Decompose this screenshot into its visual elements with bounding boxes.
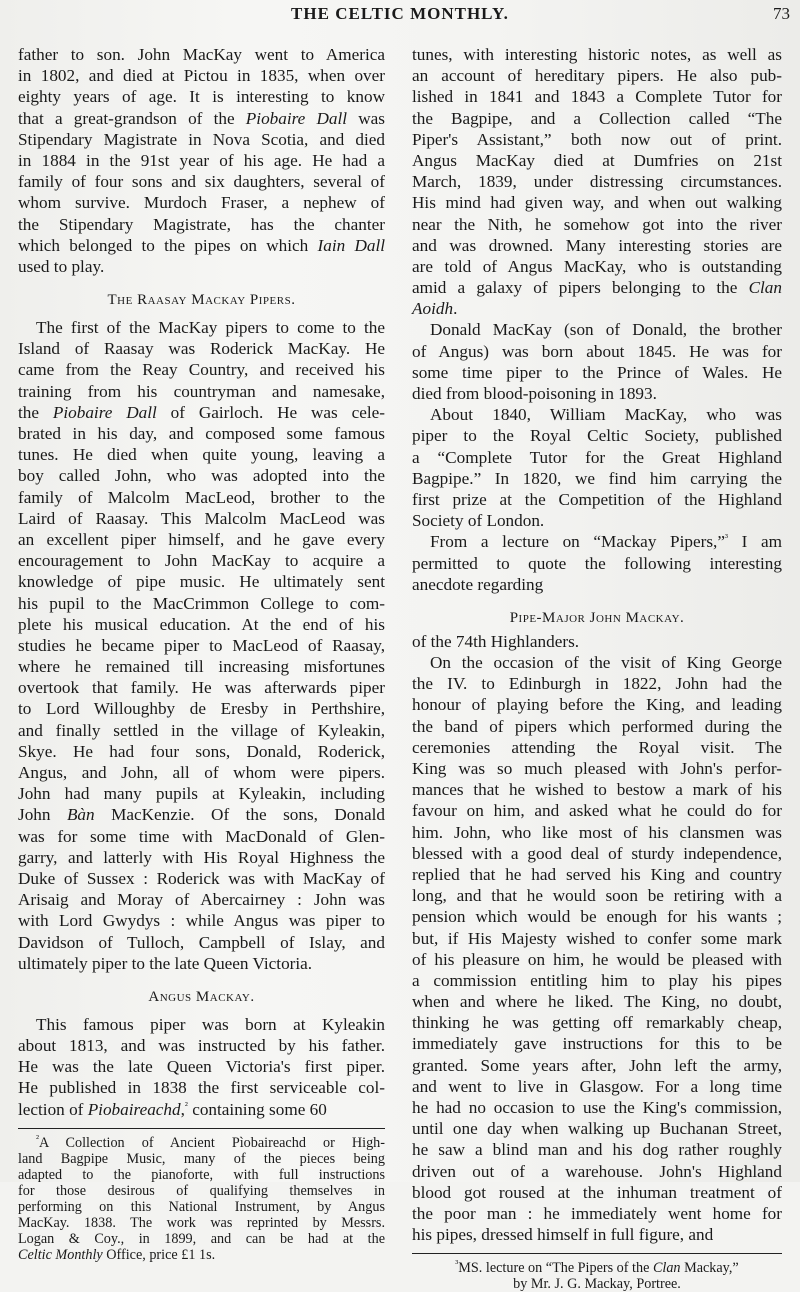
publication-title: THE CELTIC MONTHLY. bbox=[291, 4, 509, 23]
paragraph-lecture-intro bbox=[412, 531, 782, 595]
paragraph-donald-mackay bbox=[412, 319, 782, 404]
text-line: and went to live in Glasgow. For a long time bbox=[412, 1076, 782, 1096]
text-line: his pupil to the MacCrimmon College to com- bbox=[18, 593, 385, 613]
text-line: Duke of Sussex : Roderick was with MacKay of bbox=[18, 868, 385, 888]
section-heading-angus-mackay: Angus Mackay. bbox=[148, 988, 255, 1005]
paragraph-king-george-visit bbox=[412, 652, 782, 1245]
paragraph-angus-mackay-continued bbox=[412, 44, 782, 319]
text-line: $^{^3}$MS. lecture on “The Pipers of the Clan Mackay,” bbox=[455, 1258, 739, 1277]
text-line: long, and that he would soon be retiring with a bbox=[412, 886, 782, 906]
text-line: John Bàn MacKenzie. Of the sons, Donald bbox=[18, 805, 385, 825]
text-line: thinking he was getting off remarkably cheap, bbox=[412, 1013, 782, 1033]
text-line: Island of Raasay was Roderick MacKay. He bbox=[18, 339, 385, 359]
text-line: Aoidh. bbox=[412, 299, 458, 319]
text-line: family of four sons and six daughters, several of bbox=[18, 172, 385, 192]
text-line: He was the late Queen Victoria's first piper. bbox=[18, 1057, 385, 1077]
text-line: a commission entitling him to play his pipes bbox=[412, 970, 782, 990]
text-line: On the occasion of the visit of King George bbox=[430, 653, 782, 673]
text-line: performing on this National Instrument, by Angus bbox=[18, 1198, 385, 1215]
text-line: ultimately piper to the late Queen Victoria. bbox=[18, 953, 313, 973]
text-line: driven out of a warehouse. John's Highland bbox=[412, 1161, 782, 1181]
paragraph-continuation bbox=[18, 44, 385, 277]
text-line: From a lecture on “Mackay Pipers,”$^{^3}$ I am bbox=[430, 532, 782, 552]
text-line: March, 1839, under distressing circumstances. bbox=[412, 172, 782, 192]
text-line: and finally settled in the village of Kyleakin, bbox=[18, 720, 385, 740]
text-line: was for some time with MacDonald of Glen- bbox=[18, 826, 385, 846]
footnote-divider bbox=[18, 1128, 385, 1129]
section-heading-pipe-major-john-mackay: Pipe-Major John Mackay. bbox=[509, 609, 685, 626]
text-line: Arisaig and Moray of Abercairney : John was bbox=[18, 890, 385, 910]
text-line: the band of pipers which performed during the bbox=[412, 716, 782, 736]
text-line: garry, and latterly with His Royal Highness the bbox=[18, 847, 385, 867]
text-line: Logan & Coy., in 1899, and can be had at the bbox=[18, 1230, 385, 1247]
text-line: first prize at the Competition of the Highland bbox=[412, 489, 782, 509]
text-line: of his pleasure on him, he would be pleased with bbox=[412, 949, 782, 969]
text-line: Davidson of Tulloch, Campbell of Islay, and bbox=[18, 932, 385, 952]
text-line: where he remained till increasing misfortunes bbox=[18, 657, 385, 677]
left-column bbox=[18, 44, 385, 1263]
text-line: lished in 1841 and 1843 a Complete Tutor for bbox=[412, 87, 782, 107]
right-column bbox=[412, 44, 782, 1292]
text-line: Bagpipe.” In 1820, we find him carrying the bbox=[412, 468, 782, 488]
text-line: until one day when walking up Buchanan Street, bbox=[412, 1119, 782, 1139]
text-line: blessed with a good deal of sturdy independence, bbox=[412, 843, 782, 863]
text-line: his pipes, dressed himself in full figure, and bbox=[412, 1225, 714, 1245]
text-line: Piper's Assistant,” both now out of print. bbox=[412, 129, 782, 149]
text-line: Angus, and John, all of whom were pipers. bbox=[18, 763, 385, 782]
text-line: King was so much pleased with John's perfor- bbox=[412, 759, 782, 778]
text-line: overtook that family. He was afterwards piper bbox=[18, 678, 385, 698]
text-line: training from his countryman and namesake, bbox=[18, 381, 385, 401]
text-line: granted. Some years after, John left the army, bbox=[412, 1055, 782, 1075]
text-line: some time piper to the Prince of Wales. He bbox=[412, 362, 782, 382]
text-line: with Lord Gwydys : while Angus was piper to bbox=[18, 911, 385, 931]
text-line: Society of London. bbox=[412, 511, 545, 531]
text-line: tunes, with interesting historic notes, as well as bbox=[412, 45, 782, 64]
text-line: encouragement to John MacKay to acquire a bbox=[18, 551, 385, 571]
text-line: replied that he had served his King and country bbox=[412, 864, 782, 884]
running-header bbox=[0, 4, 800, 26]
text-line: honour of playing before the King, and leading bbox=[412, 695, 782, 715]
text-line: immediately gave instructions for this to be bbox=[412, 1034, 782, 1054]
text-line: family of Malcolm MacLeod, brother to the bbox=[18, 487, 385, 507]
text-line: eighty years of age. It is interesting to know bbox=[18, 87, 385, 107]
text-line: an excellent piper himself, and he gave every bbox=[18, 529, 385, 549]
text-line: land Bagpipe Music, many of the pieces being bbox=[18, 1150, 385, 1167]
text-line: of Angus) was born about 1845. He was for bbox=[412, 341, 782, 361]
text-line: the Piobaire Dall of Gairloch. He was cele- bbox=[18, 402, 385, 422]
text-line: in 1802, and died at Pictou in 1835, when over bbox=[18, 66, 385, 86]
text-line: boy called John, who was adopted into the bbox=[18, 466, 385, 486]
section-heading-raasay-mackay-pipers: The Raasay Mackay Pipers. bbox=[107, 292, 296, 309]
text-line: Skye. He had four sons, Donald, Roderick, bbox=[18, 741, 385, 761]
text-line: lection of Piobaireachd,$^{^2}$ containing some 60 bbox=[18, 1099, 327, 1119]
text-line: Celtic Monthly Office, price £1 1s. bbox=[18, 1246, 216, 1263]
text-line: about 1813, and was instructed by his father. bbox=[18, 1036, 385, 1056]
text-line: permitted to quote the following interesting bbox=[412, 553, 782, 573]
text-line: John had many pupils at Kyleakin, including bbox=[18, 784, 385, 804]
page-number: 73 bbox=[773, 4, 790, 23]
paragraph-william-mackay bbox=[412, 404, 782, 531]
text-line: the poor man : he immediately went home for bbox=[412, 1203, 782, 1223]
text-line: mances that he wished to bestow a mark of his bbox=[412, 780, 782, 800]
text-line: studies he became piper to MacLeod of Raasay, bbox=[18, 635, 385, 655]
text-line: This famous piper was born at Kyleakin bbox=[36, 1014, 385, 1034]
text-line: Donald MacKay (son of Donald, the brother bbox=[430, 320, 782, 340]
text-line: plete his musical education. At the end of his bbox=[18, 614, 385, 634]
text-line: to Lord Willoughby de Eresby in Perthshire, bbox=[18, 699, 385, 719]
text-line: of the 74th Highlanders. bbox=[412, 631, 580, 651]
text-line: the Bagpipe, and a Collection called “The bbox=[412, 108, 782, 128]
text-line: are told of Angus MacKay, who is outstanding bbox=[412, 256, 782, 276]
text-line: used to play. bbox=[18, 256, 105, 276]
text-line: MacKay. 1838. The work was reprinted by Messrs. bbox=[18, 1214, 385, 1231]
text-line: near the Nith, he somehow got into the river bbox=[412, 214, 782, 234]
text-line: which belonged to the pipes on which Iain Dall bbox=[18, 235, 385, 255]
text-line: He published in 1838 the first serviceable col- bbox=[18, 1078, 385, 1098]
text-line: in 1884 in the 91st year of his age. He had a bbox=[18, 150, 385, 170]
text-line: came from the Reay Country, and received his bbox=[18, 360, 385, 380]
paragraph-angus-mackay bbox=[18, 1014, 385, 1120]
text-line: he saw a blind man and his dog rather roughly bbox=[412, 1140, 782, 1160]
text-line: when and where he liked. The King, no doubt, bbox=[412, 992, 782, 1012]
text-line: His mind had given way, and when out walking bbox=[412, 193, 782, 213]
text-line: knowledge of pipe music. He ultimately sent bbox=[18, 572, 385, 592]
text-line: him. John, who like most of his clansmen was bbox=[412, 822, 782, 842]
footnote-3 bbox=[412, 1260, 782, 1292]
text-line: About 1840, William MacKay, who was bbox=[430, 405, 782, 425]
text-line: Laird of Raasay. This Malcolm MacLeod was bbox=[18, 508, 385, 528]
footnote-2 bbox=[18, 1135, 385, 1263]
text-line: an account of hereditary pipers. He also pub- bbox=[412, 66, 782, 86]
text-line: whom survive. Murdoch Fraser, a nephew of bbox=[18, 193, 385, 213]
text-line: The first of the MacKay pipers to come to the bbox=[36, 318, 385, 338]
text-line: piper to the Royal Celtic Society, published bbox=[412, 426, 782, 446]
text-line: blood got roused at the inhuman treatment of bbox=[412, 1182, 782, 1202]
text-line: a “Complete Tutor for the Great Highland bbox=[412, 447, 782, 467]
text-line: pension which would be enough for his wants ; bbox=[412, 907, 782, 927]
text-line: adapted to the pianoforte, with full instructions bbox=[18, 1166, 385, 1183]
text-line: that a great-grandson of the Piobaire Dall was bbox=[18, 108, 385, 128]
text-line: brated in his day, and composed some famous bbox=[18, 424, 385, 443]
text-line: anecdote regarding bbox=[412, 574, 544, 594]
text-line: favour on him, and asked what he could do for bbox=[412, 801, 782, 821]
text-line: the IV. to Edinburgh in 1822, John had the bbox=[412, 674, 782, 694]
text-line: Angus MacKay died at Dumfries on 21st bbox=[412, 150, 782, 170]
text-line: but, if His Majesty wished to confer some mark bbox=[412, 928, 782, 948]
text-line: father to son. John MacKay went to America bbox=[18, 45, 385, 64]
text-line: for those desirous of qualifying themselves in bbox=[18, 1182, 385, 1199]
text-line: by Mr. J. G. Mackay, Portree. bbox=[513, 1276, 681, 1292]
footnote-divider bbox=[412, 1253, 782, 1254]
text-line: and was drowned. Many interesting stories are bbox=[412, 235, 782, 255]
text-line: tunes. He died when quite young, leaving a bbox=[18, 445, 385, 465]
text-line: the Stipendary Magistrate, has the chanter bbox=[18, 214, 385, 234]
text-line: he had no occasion to use the King's commission, bbox=[412, 1098, 782, 1117]
text-line: amid a galaxy of pipers belonging to the Clan bbox=[412, 278, 782, 298]
text-line: $^{^2}$A Collection of Ancient Pìobaireachd or High- bbox=[36, 1133, 385, 1151]
text-line: Stipendary Magistrate in Nova Scotia, and died bbox=[18, 129, 385, 149]
text-line: ceremonies attending the Royal visit. The bbox=[412, 737, 782, 757]
text-line: died from blood-poisoning in 1893. bbox=[412, 384, 657, 403]
paragraph-raasay-pipers bbox=[18, 317, 385, 974]
